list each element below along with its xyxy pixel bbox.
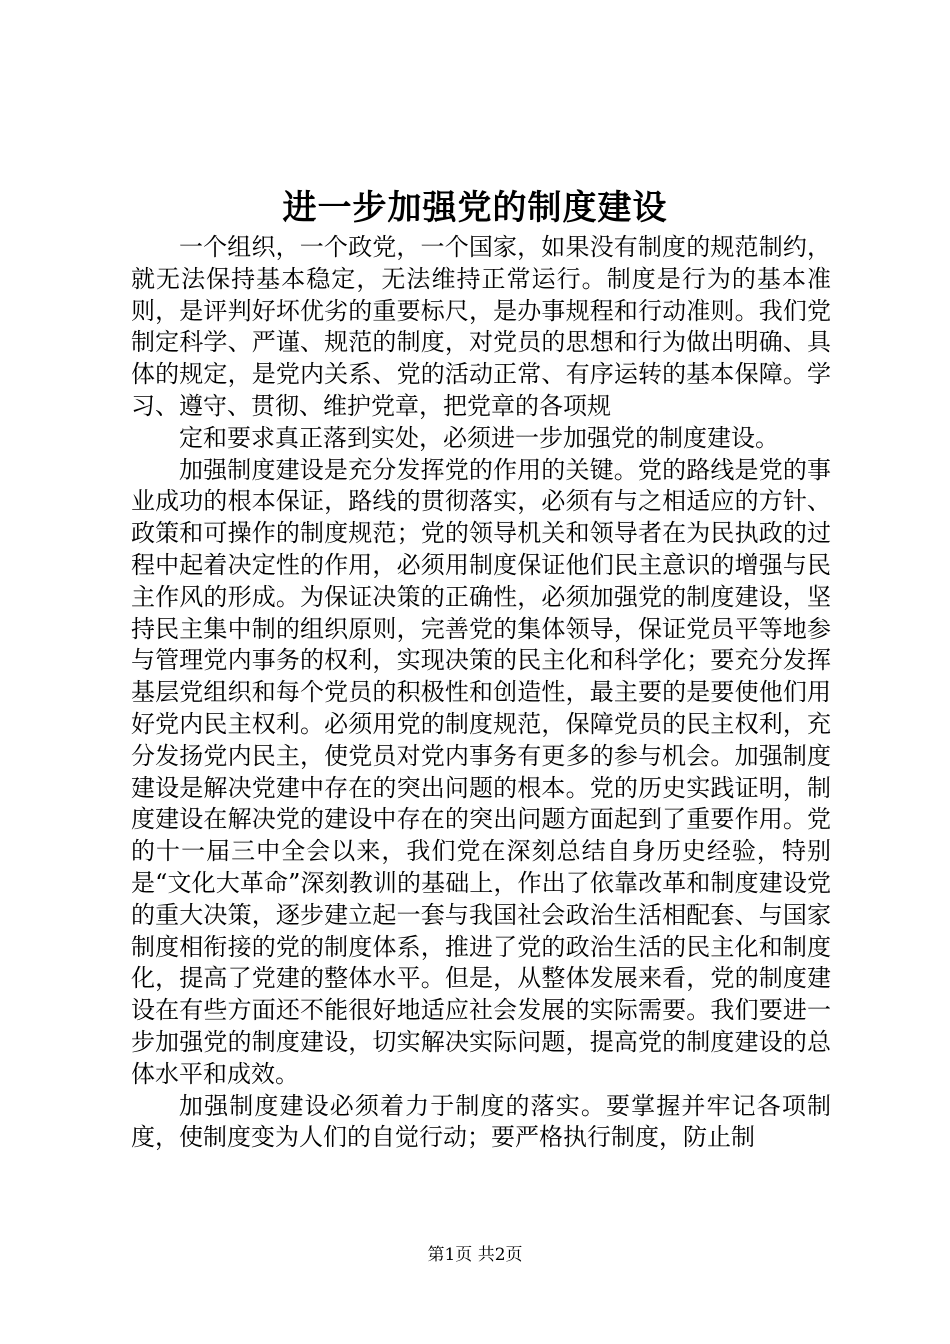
paragraph: 一个组织，一个政党，一个国家，如果没有制度的规范制约，就无法保持基本稳定，无法维持正常运行。制度是行为的基本准则，是评判好坏优劣的重要标尺，是办事规程和行动准则。我们党制定科学、严谨、规范的制度，对党员的思想和行为做出明确、具体的规定，是党内关系、党的活动正常、有序运转的基本保障。学习、遵守、贯彻、维护党章，把党章的各项规 bbox=[131, 233, 831, 420]
paragraph: 加强制度建设必须着力于制度的落实。要掌握并牢记各项制度，使制度变为人们的自觉行动；要严格执行制度，防止制 bbox=[131, 1091, 831, 1152]
paragraph: 加强制度建设是充分发挥党的作用的关键。党的路线是党的事业成功的根本保证，路线的贯彻落实，必须有与之相适应的方针、政策和可操作的制度规范；党的领导机关和领导者在为民执政的过程中起着决定性的作用，必须用制度保证他们民主意识的增强与民主作风的形成。为保证决策的正确性，必须加强党的制度建设，坚持民主集中制的组织原则，完善党的集体领导，保证党员平等地参与管理党内事务的权利，实现决策的民主化和科学化；要充分发挥基层党组织和每个党员的积极性和创造性，最主要的是要使他们用好党内民主权利。必须用党的制度规范，保障党员的民主权利，充分发扬党内民主，使党员对党内事务有更多的参与机会。加强制度建设是解决党建中存在的突出问题的根本。党的历史实践证明，制度建设在解决党的建设中存在的突出问题方面起到了重要作用。党的十一届三中全会以来，我们党在深刻总结自身历史经验，特别是“文化大革命”深刻教训的基础上，作出了依靠改革和制度建设党的重大决策，逐步建立起一套与我国社会政治生活相配套、与国家制度相衔接的党的制度体系，推进了党的政治生活的民主化和制度化，提高了党建的整体水平。但是，从整体发展来看，党的制度建设在有些方面还不能很好地适应社会发展的实际需要。我们要进一步加强党的制度建设，切实解决实际问题，提高党的制度建设的总体水平和成效。 bbox=[131, 455, 831, 1088]
paragraph: 定和要求真正落到实处，必须进一步加强党的制度建设。 bbox=[179, 423, 779, 452]
page-footer: 第1页 共2页 bbox=[427, 1245, 523, 1265]
document-title: 进一步加强党的制度建设 bbox=[282, 188, 668, 228]
document-body bbox=[131, 232, 831, 1154]
